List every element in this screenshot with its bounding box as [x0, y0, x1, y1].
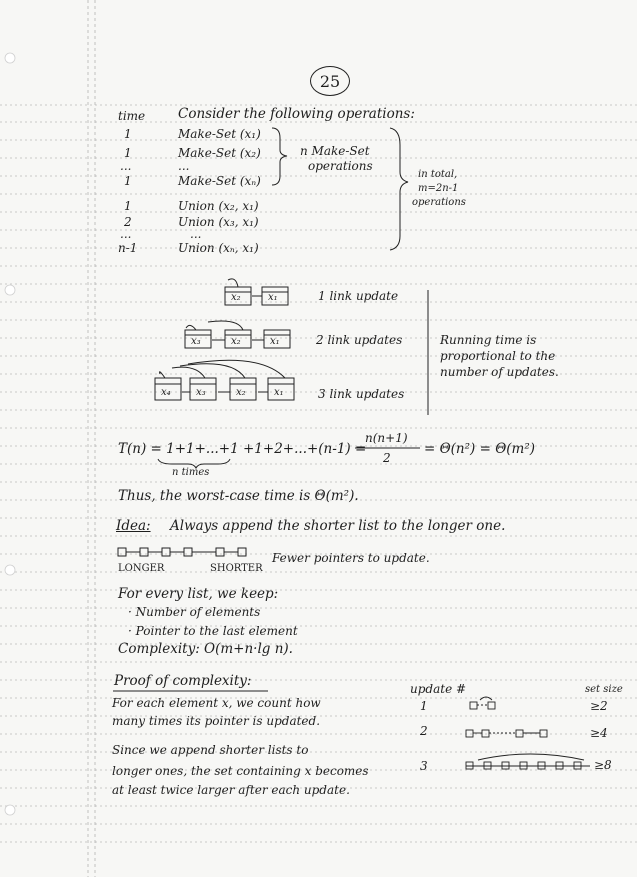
- node-label: x₁: [270, 336, 280, 347]
- formula-lhs: T(n) = 1+1+...+1 +1+2+...+(n-1) =: [118, 441, 367, 457]
- keep-intro: For every list, we keep:: [118, 586, 279, 602]
- op-text: ...: [178, 159, 190, 173]
- keep-item: · Number of elements: [128, 605, 261, 619]
- node-label: x₁: [274, 387, 284, 398]
- node-label: x₃: [196, 387, 206, 398]
- total-brace-label: operations: [412, 197, 466, 208]
- total-brace-label: in total,: [418, 169, 458, 180]
- op-time: n-1: [118, 241, 138, 255]
- update-count-label: 1 link update: [318, 289, 399, 303]
- op-text: Union (xₙ, x₁): [178, 241, 259, 255]
- update-number: 1: [420, 699, 428, 713]
- formula-rhs: = Θ(n²) = Θ(m²): [424, 441, 536, 457]
- longer-label: LONGER: [118, 563, 165, 574]
- op-time: 1: [124, 146, 132, 160]
- update-number: 2: [420, 724, 428, 738]
- op-time: 1: [124, 127, 132, 141]
- proof-line: longer ones, the set containing x becomes: [112, 764, 369, 778]
- node-label: x₁: [268, 292, 278, 303]
- worst-case-statement: Thus, the worst-case time is Θ(m²).: [118, 488, 359, 504]
- node-label: x₂: [231, 336, 241, 347]
- op-time: ...: [120, 159, 132, 173]
- page-number: 25: [310, 66, 350, 96]
- op-time: 2: [124, 215, 132, 229]
- op-text: Union (x₂, x₁): [178, 199, 259, 213]
- total-brace-label: m=2n-1: [418, 183, 459, 194]
- update-number-header: update #: [410, 682, 467, 696]
- fewer-pointers-note: Fewer pointers to update.: [272, 551, 430, 565]
- op-text: ...: [190, 227, 202, 241]
- complexity-line: Complexity: O(m+n·lg n).: [118, 641, 293, 657]
- running-time-note: Running time is: [440, 333, 537, 347]
- formula-numerator: n(n+1): [365, 431, 408, 445]
- formula-underbrace-label: n times: [172, 467, 210, 478]
- proof-line: at least twice larger after each update.: [112, 783, 350, 797]
- node-label: x₄: [161, 387, 171, 398]
- node-label: x₂: [236, 387, 246, 398]
- makeset-brace-label: operations: [308, 159, 373, 173]
- consider-heading: Consider the following operations:: [178, 106, 415, 122]
- set-size-value: ≥8: [594, 758, 612, 772]
- proof-line: Since we append shorter lists to: [112, 743, 309, 757]
- op-time: 1: [124, 199, 132, 213]
- shorter-label: SHORTER: [210, 563, 263, 574]
- update-number: 3: [420, 759, 428, 773]
- keep-item: · Pointer to the last element: [128, 624, 298, 638]
- proof-line: For each element x, we count how: [112, 696, 321, 710]
- update-count-label: 3 link updates: [318, 387, 405, 401]
- formula-denominator: 2: [383, 451, 391, 465]
- op-text: Make-Set (xₙ): [178, 174, 261, 188]
- set-size-value: ≥4: [590, 726, 608, 740]
- proof-title: Proof of complexity:: [114, 673, 252, 689]
- op-time: ...: [120, 227, 132, 241]
- time-column-label: time: [118, 109, 146, 123]
- running-time-note: proportional to the: [440, 349, 556, 363]
- idea-text: Always append the shorter list to the longer one.: [170, 518, 506, 534]
- proof-line: many times its pointer is updated.: [112, 714, 321, 728]
- op-text: Union (x₃, x₁): [178, 215, 259, 229]
- op-time: 1: [124, 174, 132, 188]
- op-text: Make-Set (x₂): [178, 146, 261, 160]
- makeset-brace-label: n Make-Set: [300, 144, 370, 158]
- running-time-note: number of updates.: [440, 365, 559, 379]
- op-text: Make-Set (x₁): [178, 127, 261, 141]
- set-size-header: set size: [585, 684, 623, 695]
- node-label: x₃: [191, 336, 201, 347]
- update-count-label: 2 link updates: [316, 333, 403, 347]
- node-label: x₂: [231, 292, 241, 303]
- idea-label: Idea:: [116, 518, 151, 534]
- set-size-value: ≥2: [590, 699, 608, 713]
